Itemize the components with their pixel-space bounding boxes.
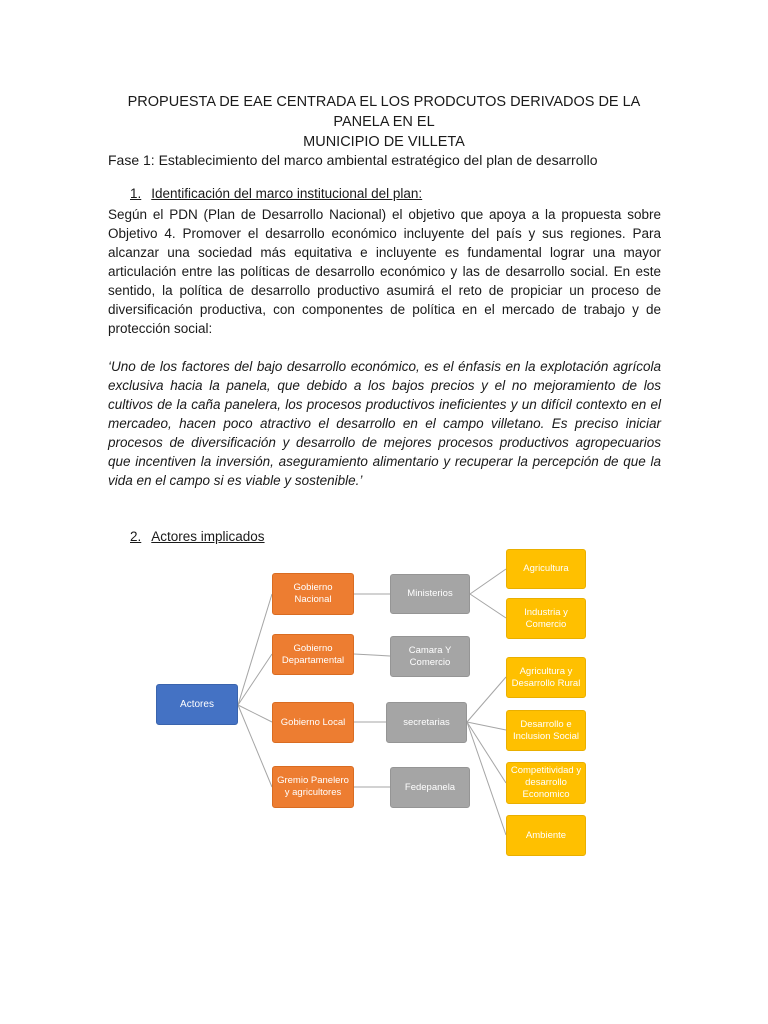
connector-departamental-camara <box>354 654 390 656</box>
section-1-number: 1. <box>130 186 142 201</box>
node-gobierno-nacional: Gobierno Nacional <box>272 573 354 615</box>
section-1-quote: ‘Uno de los factores del bajo desarrollo económico, es el énfasis en la explotación agrícola exclusiva hacia la panela, que debido a los bajos precios y el no mejoramiento de los cultivos de la caña panelera, los procesos productivos ineficientes y un difícil contexto en el mercadeo, hacen poco atractivo el desarrollo en el campo villetano. Es preciso iniciar procesos de diversificación y desarrollo de mejores procesos productivos agropecuarios que incentiven la inversión, aseguramiento alimentario y recuperar la percepción de que la vida en el campo si es viable y sostenible.’ <box>108 359 661 488</box>
node-competitividad-desarrollo-economico: Competitividad y desarrollo Economico <box>506 762 586 804</box>
section-2-number: 2. <box>130 529 142 544</box>
connector-ministerios-industria <box>470 594 506 618</box>
node-ministerios: Ministerios <box>390 574 470 614</box>
connector-secretarias-inclusion <box>467 722 506 730</box>
connector-root-gobierno-departamental <box>238 654 272 705</box>
node-secretarias: secretarias <box>386 702 467 743</box>
connector-secretarias-ambiente <box>467 722 506 835</box>
node-desarrollo-inclusion-social: Desarrollo e Inclusion Social <box>506 710 586 751</box>
node-gremio-panelero: Gremio Panelero y agricultores <box>272 766 354 808</box>
node-gobierno-local: Gobierno Local <box>272 702 354 743</box>
title-line-1: PROPUESTA DE EAE CENTRADA EL LOS PRODCUTOS DERIVADOS DE LA PANELA EN EL <box>127 94 641 130</box>
phase-title: Fase 1: Establecimiento del marco ambiental estratégico del plan de desarrollo <box>108 152 598 168</box>
connector-ministerios-agricultura <box>470 569 506 594</box>
node-ambiente: Ambiente <box>506 815 586 856</box>
connector-root-gobierno-nacional <box>238 594 272 705</box>
node-camara-comercio: Camara Y Comercio <box>390 636 470 677</box>
node-actores: Actores <box>156 684 238 725</box>
connector-secretarias-agricultura-rural <box>467 677 506 722</box>
title-line-2: MUNICIPIO DE VILLETA <box>303 134 465 150</box>
connector-root-gremio <box>238 705 272 787</box>
connector-secretarias-competitividad <box>467 722 506 783</box>
node-industria-comercio: Industria y Comercio <box>506 598 586 639</box>
section-1-paragraph: Según el PDN (Plan de Desarrollo Nacional) el objetivo que apoya a la propuesta sobre Objetivo 4. Promover el desarrollo económico incluyente del país y sus regiones. Para alcanzar una sociedad más equitativa e incluyente es fundamental lograr una mayor articulación entre las políticas de desarrollo económico y las de desarrollo social. En este sentido, la política de desarrollo productivo asumirá el reto de propiciar un proceso de diversificación productiva, con componentes de política en el mercado de trabajo y de protección social: <box>108 207 661 336</box>
node-agricultura: Agricultura <box>506 549 586 589</box>
section-2-heading-text: Actores implicados <box>151 529 265 544</box>
node-agricultura-desarrollo-rural: Agricultura y Desarrollo Rural <box>506 657 586 698</box>
node-gobierno-departamental: Gobierno Departamental <box>272 634 354 675</box>
connector-root-gobierno-local <box>238 705 272 722</box>
section-1-heading-text: Identificación del marco institucional del plan: <box>151 186 423 201</box>
node-fedepanela: Fedepanela <box>390 767 470 808</box>
